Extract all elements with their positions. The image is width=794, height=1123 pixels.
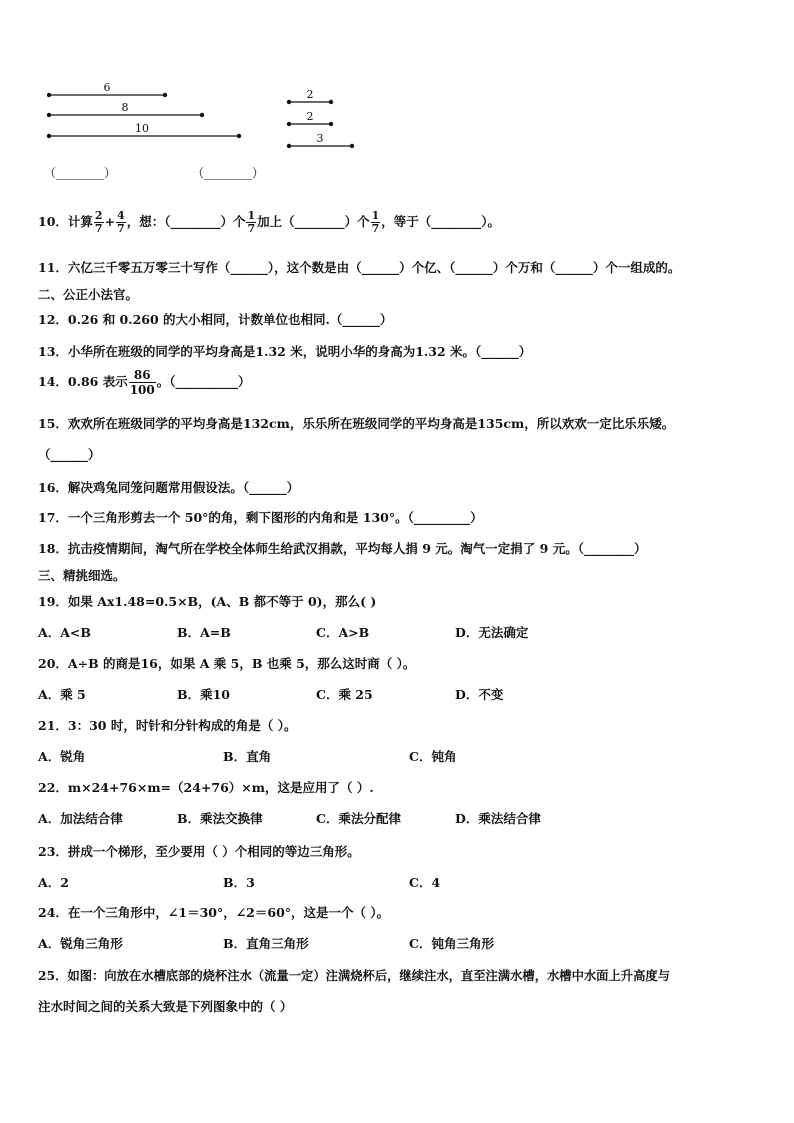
frac-den: 7 <box>371 222 380 235</box>
question-10 <box>38 210 500 235</box>
q19-option-c[interactable]: C．A>B <box>316 625 370 640</box>
segment-2b-start <box>287 122 290 125</box>
segment-10-end <box>237 134 240 137</box>
q10-text-2[interactable]: 加上（________）个 <box>257 214 370 229</box>
q20-option-d[interactable]: D．不变 <box>455 687 504 702</box>
fraction-1-7-b <box>371 210 381 235</box>
segment-2a-start <box>287 100 290 103</box>
q10-text-3[interactable]: ，等于（________）。 <box>381 214 501 229</box>
label-10: 10 <box>135 122 149 135</box>
q19-option-b[interactable]: B．A=B <box>177 625 231 640</box>
segment-6-end <box>163 93 166 96</box>
fraction-1-7-a <box>246 210 256 235</box>
q22-option-a[interactable]: A．加法结合律 <box>38 811 123 826</box>
label-2a: 2 <box>306 88 314 101</box>
frac-num: 4 <box>117 209 125 222</box>
q24-option-a[interactable]: A．锐角三角形 <box>38 936 123 951</box>
fraction-4-7 <box>116 210 126 235</box>
q21-option-b[interactable]: B．直角 <box>223 749 272 764</box>
question-21: 21．3：30 时，时针和分针构成的角是（ ）。 <box>38 718 297 733</box>
q22-option-d[interactable]: D．乘法结合律 <box>455 811 541 826</box>
segment-3-start <box>287 144 290 147</box>
question-12[interactable]: 12．0.26 和 0.260 的大小相同，计数单位也相同.（______） <box>38 312 393 327</box>
q19-option-d[interactable]: D．无法确定 <box>455 625 529 640</box>
q10-prefix: 10．计算 <box>38 214 93 229</box>
q20-option-b[interactable]: B．乘10 <box>177 687 230 702</box>
q22-option-b[interactable]: B．乘法交换律 <box>177 811 263 826</box>
question-16[interactable]: 16．解决鸡兔同笼问题常用假设法。（______） <box>38 480 300 495</box>
q22-option-c[interactable]: C．乘法分配律 <box>316 811 401 826</box>
question-20: 20．A÷B 的商是16，如果 A 乘 5，B 也乘 5，那么这时商（ ）。 <box>38 656 416 671</box>
q14-prefix: 14．0.86 表示 <box>38 374 128 389</box>
frac-den: 7 <box>247 222 256 235</box>
frac-den: 100 <box>129 383 155 397</box>
answer-blank-1[interactable]: （________） <box>44 166 117 180</box>
label-3: 3 <box>316 132 324 145</box>
frac-num: 2 <box>94 209 103 222</box>
q21-option-c[interactable]: C．钝角 <box>409 749 457 764</box>
segment-2b-end <box>329 122 332 125</box>
q21-option-a[interactable]: A．锐角 <box>38 749 86 764</box>
label-8: 8 <box>121 101 129 114</box>
frac-num: 1 <box>247 209 256 222</box>
section-3-heading: 三、精挑细选。 <box>38 568 126 583</box>
q20-option-a[interactable]: A．乘 5 <box>38 687 86 702</box>
question-25-line-1: 25．如图：向放在水槽底部的烧杯注水（流量一定）注满烧杯后，继续注水，直至注满水槽，水槽中水面上升高度与 <box>38 968 670 983</box>
segment-3-end <box>350 144 353 147</box>
segment-8-start <box>47 113 50 116</box>
q20-option-c[interactable]: C．乘 25 <box>316 687 373 702</box>
q23-option-c[interactable]: C．4 <box>409 875 441 890</box>
q23-option-a[interactable]: A．2 <box>38 875 69 890</box>
question-25-line-2: 注水时间之间的关系大致是下列图象中的（ ） <box>38 999 293 1014</box>
segment-figure <box>0 0 794 160</box>
frac-num: 86 <box>133 368 151 382</box>
question-19: 19．如果 Ax1.48=0.5×B，(A、B 都不等于 0)，那么( ) <box>38 594 377 609</box>
plus-sign: + <box>104 214 116 229</box>
question-11[interactable]: 11．六亿三千零五万零三十写作（______），这个数是由（______）个亿、（______）个万和（______）个一组成的。 <box>38 260 681 275</box>
question-17[interactable]: 17．一个三角形剪去一个 50°的角，剩下图形的内角和是 130°。（_________） <box>38 510 483 525</box>
question-15: 15．欢欢所在班级同学的平均身高是132cm，乐乐所在班级同学的平均身高是135cm，所以欢欢一定比乐乐矮。 <box>38 416 675 431</box>
frac-den: 7 <box>94 222 103 235</box>
frac-den: 7 <box>117 222 125 235</box>
q14-suffix[interactable]: 。（__________） <box>156 374 251 389</box>
section-2-heading: 二、公正小法官。 <box>38 287 139 302</box>
question-18[interactable]: 18．抗击疫情期间，淘气所在学校全体师生给武汉捐款，平均每人捐 9 元。淘气一定捐了 9 元。（________） <box>38 541 647 556</box>
segment-6-start <box>47 93 50 96</box>
answer-blank-2[interactable]: （________） <box>192 166 265 180</box>
label-6: 6 <box>103 81 111 94</box>
segment-10-start <box>47 134 50 137</box>
q10-text-1[interactable]: ，想：（________）个 <box>126 214 246 229</box>
segment-8-end <box>200 113 203 116</box>
question-24: 24．在一个三角形中，∠1＝30°，∠2＝60°，这是一个（ ）。 <box>38 905 390 920</box>
question-13[interactable]: 13．小华所在班级的同学的平均身高是1.32 米，说明小华的身高为1.32 米。（______） <box>38 344 532 359</box>
question-15-blank[interactable]: （______） <box>38 447 101 462</box>
q24-option-c[interactable]: C．钝角三角形 <box>409 936 494 951</box>
segment-2a-end <box>329 100 332 103</box>
question-22: 22．m×24+76×m=（24+76）×m，这是应用了（ ）. <box>38 780 374 795</box>
q24-option-b[interactable]: B．直角三角形 <box>223 936 309 951</box>
q23-option-b[interactable]: B．3 <box>223 875 255 890</box>
label-2b: 2 <box>306 110 314 123</box>
fraction-2-7 <box>94 210 104 235</box>
q19-option-a[interactable]: A．A<B <box>38 625 91 640</box>
fraction-86-100 <box>129 368 156 397</box>
question-23: 23．拼成一个梯形，至少要用（ ）个相同的等边三角形。 <box>38 844 360 859</box>
frac-num: 1 <box>371 209 380 222</box>
question-14 <box>38 368 251 397</box>
